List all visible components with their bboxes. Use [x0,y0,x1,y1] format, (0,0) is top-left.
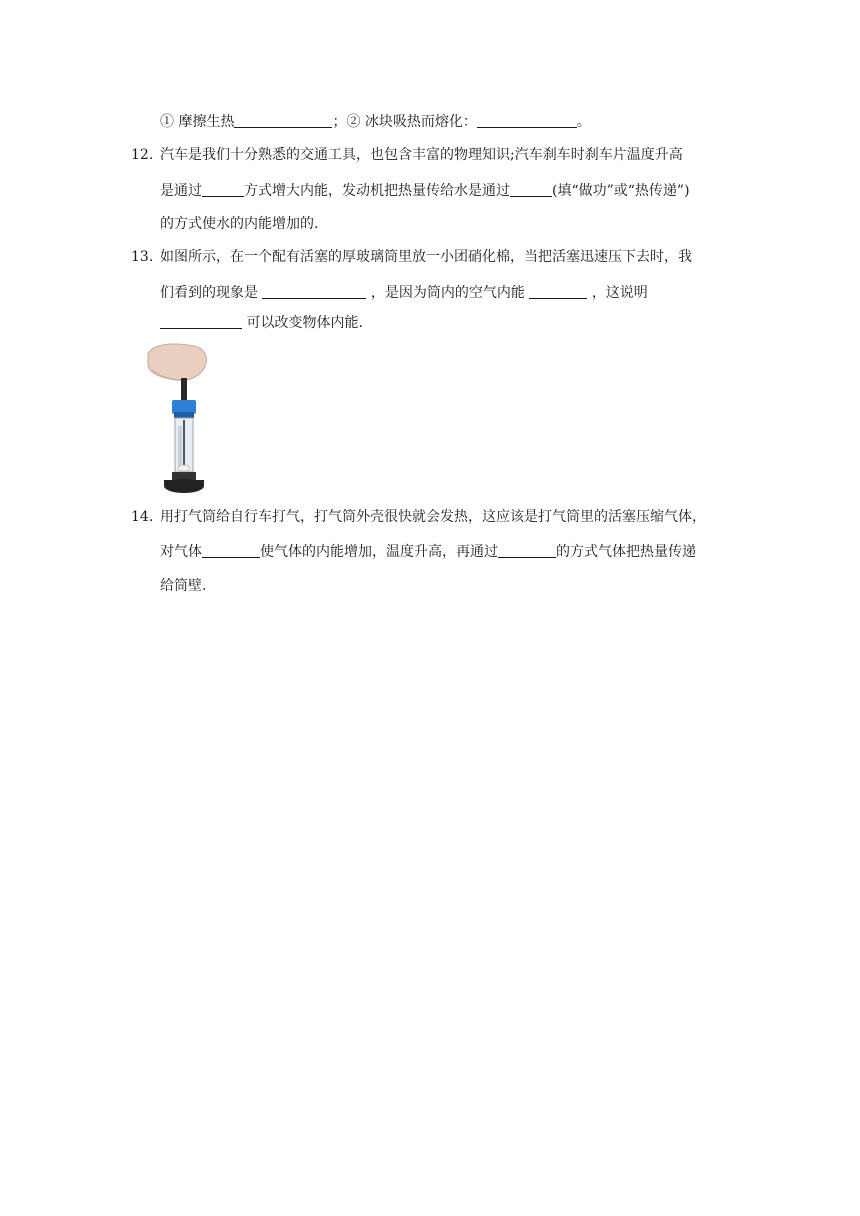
q14-line3: 给筒壁. [160,578,207,594]
question-number-13: 13. [131,249,154,265]
q12-line3: 的方式使水的内能增加的. [160,216,319,232]
question-number-14: 14. [131,509,154,525]
piston-cylinder-photo [142,340,218,496]
answer-blank[interactable] [262,284,366,299]
q13-text: 们看到的现象是 [160,285,258,301]
q13-line2 [160,283,648,303]
q14-text: 的方式气体把热量传递 [556,544,696,560]
period: 。 [576,114,591,130]
q11-line [160,112,591,132]
q14-line1: 用打气筒给自行车打气，打气筒外壳很快就会发热，这应该是打气筒里的活塞压缩气体， [160,509,706,525]
answer-blank[interactable] [160,314,242,329]
answer-blank[interactable] [477,113,577,128]
q12-line2 [160,181,690,201]
answer-blank[interactable] [202,543,260,558]
separator: ； [332,114,347,130]
answer-blank[interactable] [202,182,244,197]
q13-line3 [160,313,363,333]
q13-text: 可以改变物体内能. [246,315,363,331]
q12-text: 是通过 [160,183,202,199]
q12-text: 方式增大内能，发动机把热量传给水是通过 [244,183,510,199]
q14-text: 使气体的内能增加，温度升高，再通过 [260,544,498,560]
question-number-12: 12. [131,147,154,163]
answer-blank[interactable] [234,113,332,128]
q12-line1: 汽车是我们十分熟悉的交通工具，也包含丰富的物理知识;汽车刹车时刹车片温度升高 [160,147,683,163]
q14-text: 对气体 [160,544,202,560]
q13-text: ，是因为筒内的空气内能 [370,285,525,301]
answer-blank[interactable] [510,182,552,197]
q13-text: ，这说明 [591,285,648,301]
q11-item1-label: ① 摩擦生热 [160,114,235,130]
q12-text: (填“做功”或“热传递”) [552,183,690,199]
q13-line1: 如图所示，在一个配有活塞的厚玻璃筒里放一小团硝化棉，当把活塞迅速压下去时，我 [160,249,692,265]
answer-blank[interactable] [498,543,556,558]
answer-blank[interactable] [529,284,587,299]
q14-line2 [160,542,696,562]
q11-item2-label: ② 冰块吸热而熔化： [346,114,477,130]
